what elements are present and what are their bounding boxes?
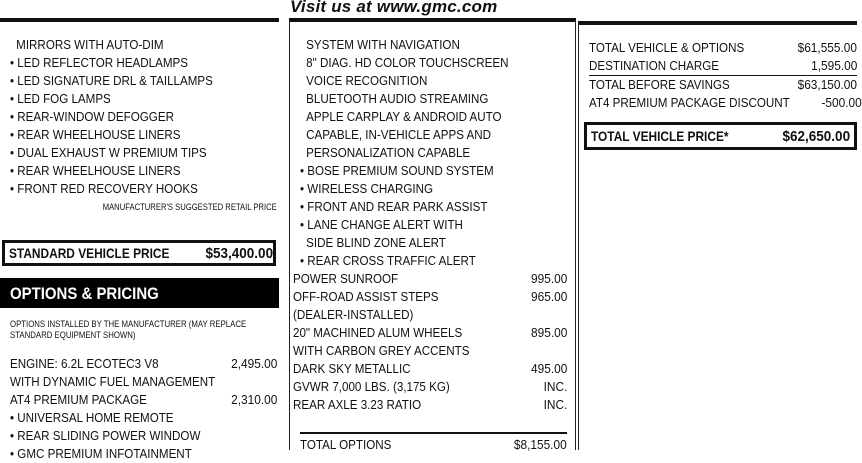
option-row	[300, 126, 567, 144]
total-vehicle-price-box	[584, 122, 857, 150]
standard-price-label: STANDARD VEHICLE PRICE	[9, 245, 170, 261]
list-item: • REAR WHEELHOUSE LINERS	[10, 163, 181, 178]
total-options-value: $8,155.00	[514, 437, 567, 452]
option-label: GVWR 7,000 LBS. (3,175 KG)	[293, 379, 450, 394]
options-list	[10, 355, 277, 463]
option-price: 2,495.00	[230, 356, 277, 371]
option-label: OFF-ROAD ASSIST STEPS	[293, 289, 439, 304]
option-price: INC.	[543, 379, 567, 394]
option-row	[300, 36, 567, 54]
total-options-label: TOTAL OPTIONS	[300, 437, 392, 452]
summary-label: TOTAL BEFORE SAVINGS	[589, 77, 730, 92]
list-item: MIRRORS WITH AUTO-DIM	[16, 37, 164, 52]
option-label: • REAR CROSS TRAFFIC ALERT	[300, 253, 476, 268]
list-item: • LED FOG LAMPS	[10, 91, 111, 106]
option-row	[300, 180, 567, 198]
option-row	[293, 342, 567, 360]
standard-equipment-column	[0, 18, 279, 461]
option-label: • UNIVERSAL HOME REMOTE	[10, 410, 174, 425]
option-label: 8" DIAG. HD COLOR TOUCHSCREEN	[306, 55, 509, 70]
option-row	[293, 324, 567, 342]
option-row	[10, 445, 277, 463]
option-label: PERSONALIZATION CAPABLE	[306, 145, 471, 160]
standard-vehicle-price-box	[2, 240, 276, 266]
options-pricing-banner	[0, 278, 279, 308]
option-price: 995.00	[530, 271, 567, 286]
price-summary-list	[589, 39, 862, 112]
option-label: • REAR SLIDING POWER WINDOW	[10, 428, 201, 443]
option-row	[300, 198, 567, 216]
option-label: REAR AXLE 3.23 RATIO	[293, 397, 422, 412]
option-row	[300, 72, 567, 90]
summary-value: $61,555.00	[797, 40, 857, 55]
option-label: • FRONT AND REAR PARK ASSIST	[300, 199, 488, 214]
summary-value: -500.00	[821, 95, 862, 110]
website-header: Visit us at www.gmc.com	[290, 0, 498, 16]
option-row	[293, 270, 567, 288]
summary-label: TOTAL VEHICLE & OPTIONS	[589, 40, 745, 55]
option-row	[293, 378, 567, 396]
option-row	[10, 355, 277, 373]
option-label: (DEALER-INSTALLED)	[293, 307, 414, 322]
option-row	[10, 427, 277, 445]
total-vehicle-price-value: $62,650.00	[782, 127, 850, 145]
option-row	[293, 288, 567, 306]
option-row	[300, 162, 567, 180]
option-row	[300, 234, 567, 252]
list-item: • REAR WHEELHOUSE LINERS	[10, 127, 181, 142]
summary-value: $63,150.00	[797, 77, 857, 92]
summary-value: 1,595.00	[810, 58, 857, 73]
option-label: SYSTEM WITH NAVIGATION	[306, 37, 460, 52]
option-label: 20" MACHINED ALUM WHEELS	[293, 325, 463, 340]
option-label: ENGINE: 6.2L ECOTEC3 V8	[10, 356, 159, 371]
option-label: • WIRELESS CHARGING	[300, 181, 434, 196]
standard-equipment-list	[10, 36, 241, 198]
option-label: VOICE RECOGNITION	[306, 73, 428, 88]
option-label: SIDE BLIND ZONE ALERT	[306, 235, 446, 250]
summary-row-destination	[589, 57, 857, 76]
option-price: 965.00	[530, 289, 567, 304]
option-row	[300, 90, 567, 108]
option-row	[300, 252, 567, 270]
total-options	[300, 432, 567, 454]
msrp-caption: MANUFACTURER'S SUGGESTED RETAIL PRICE	[102, 202, 277, 212]
option-label: WITH CARBON GREY ACCENTS	[293, 343, 470, 358]
list-item: • REAR-WINDOW DEFOGGER	[10, 109, 174, 124]
list-item: • LED REFLECTOR HEADLAMPS	[10, 55, 188, 70]
price-summary-column	[578, 21, 862, 450]
option-label: BLUETOOTH AUDIO STREAMING	[306, 91, 489, 106]
options-pricing-title: OPTIONS & PRICING	[10, 284, 159, 303]
option-row	[300, 216, 567, 234]
option-label: DARK SKY METALLIC	[293, 361, 411, 376]
option-label: • GMC PREMIUM INFOTAINMENT	[10, 446, 192, 461]
list-item: • FRONT RED RECOVERY HOOKS	[10, 181, 198, 196]
option-label: WITH DYNAMIC FUEL MANAGEMENT	[10, 374, 216, 389]
options-continued-column	[289, 18, 576, 450]
option-row	[10, 373, 277, 391]
summary-row	[589, 39, 857, 57]
summary-label: DESTINATION CHARGE	[589, 58, 720, 73]
option-label: • BOSE PREMIUM SOUND SYSTEM	[300, 163, 494, 178]
options-continued-list	[293, 36, 567, 414]
option-row	[293, 306, 567, 324]
option-row	[300, 54, 567, 72]
standard-price-value: $53,400.00	[205, 244, 273, 262]
option-row	[293, 396, 567, 414]
option-row	[300, 108, 567, 126]
list-item: • DUAL EXHAUST W PREMIUM TIPS	[10, 145, 207, 160]
option-price: 2,310.00	[230, 392, 277, 407]
options-note: OPTIONS INSTALLED BY THE MANUFACTURER (MAY REPLACE STANDARD EQUIPMENT SHOWN)	[10, 319, 247, 340]
option-row	[10, 409, 277, 427]
option-row	[10, 391, 277, 409]
option-row	[293, 360, 567, 378]
option-row	[300, 144, 567, 162]
list-item: • LED SIGNATURE DRL & TAILLAMPS	[10, 73, 213, 88]
option-price: 895.00	[530, 325, 567, 340]
option-label: APPLE CARPLAY & ANDROID AUTO	[306, 109, 502, 124]
option-label: AT4 PREMIUM PACKAGE	[10, 392, 147, 407]
option-price: INC.	[543, 397, 567, 412]
summary-label: AT4 PREMIUM PACKAGE DISCOUNT	[589, 95, 790, 110]
total-vehicle-price-label: TOTAL VEHICLE PRICE*	[591, 128, 729, 144]
option-price: 495.00	[530, 361, 567, 376]
option-label: CAPABLE, IN-VEHICLE APPS AND	[306, 127, 492, 142]
total-options-row	[300, 436, 567, 454]
option-label: POWER SUNROOF	[293, 271, 399, 286]
summary-row	[589, 94, 862, 112]
option-label: • LANE CHANGE ALERT WITH	[300, 217, 463, 232]
summary-row	[589, 76, 857, 94]
